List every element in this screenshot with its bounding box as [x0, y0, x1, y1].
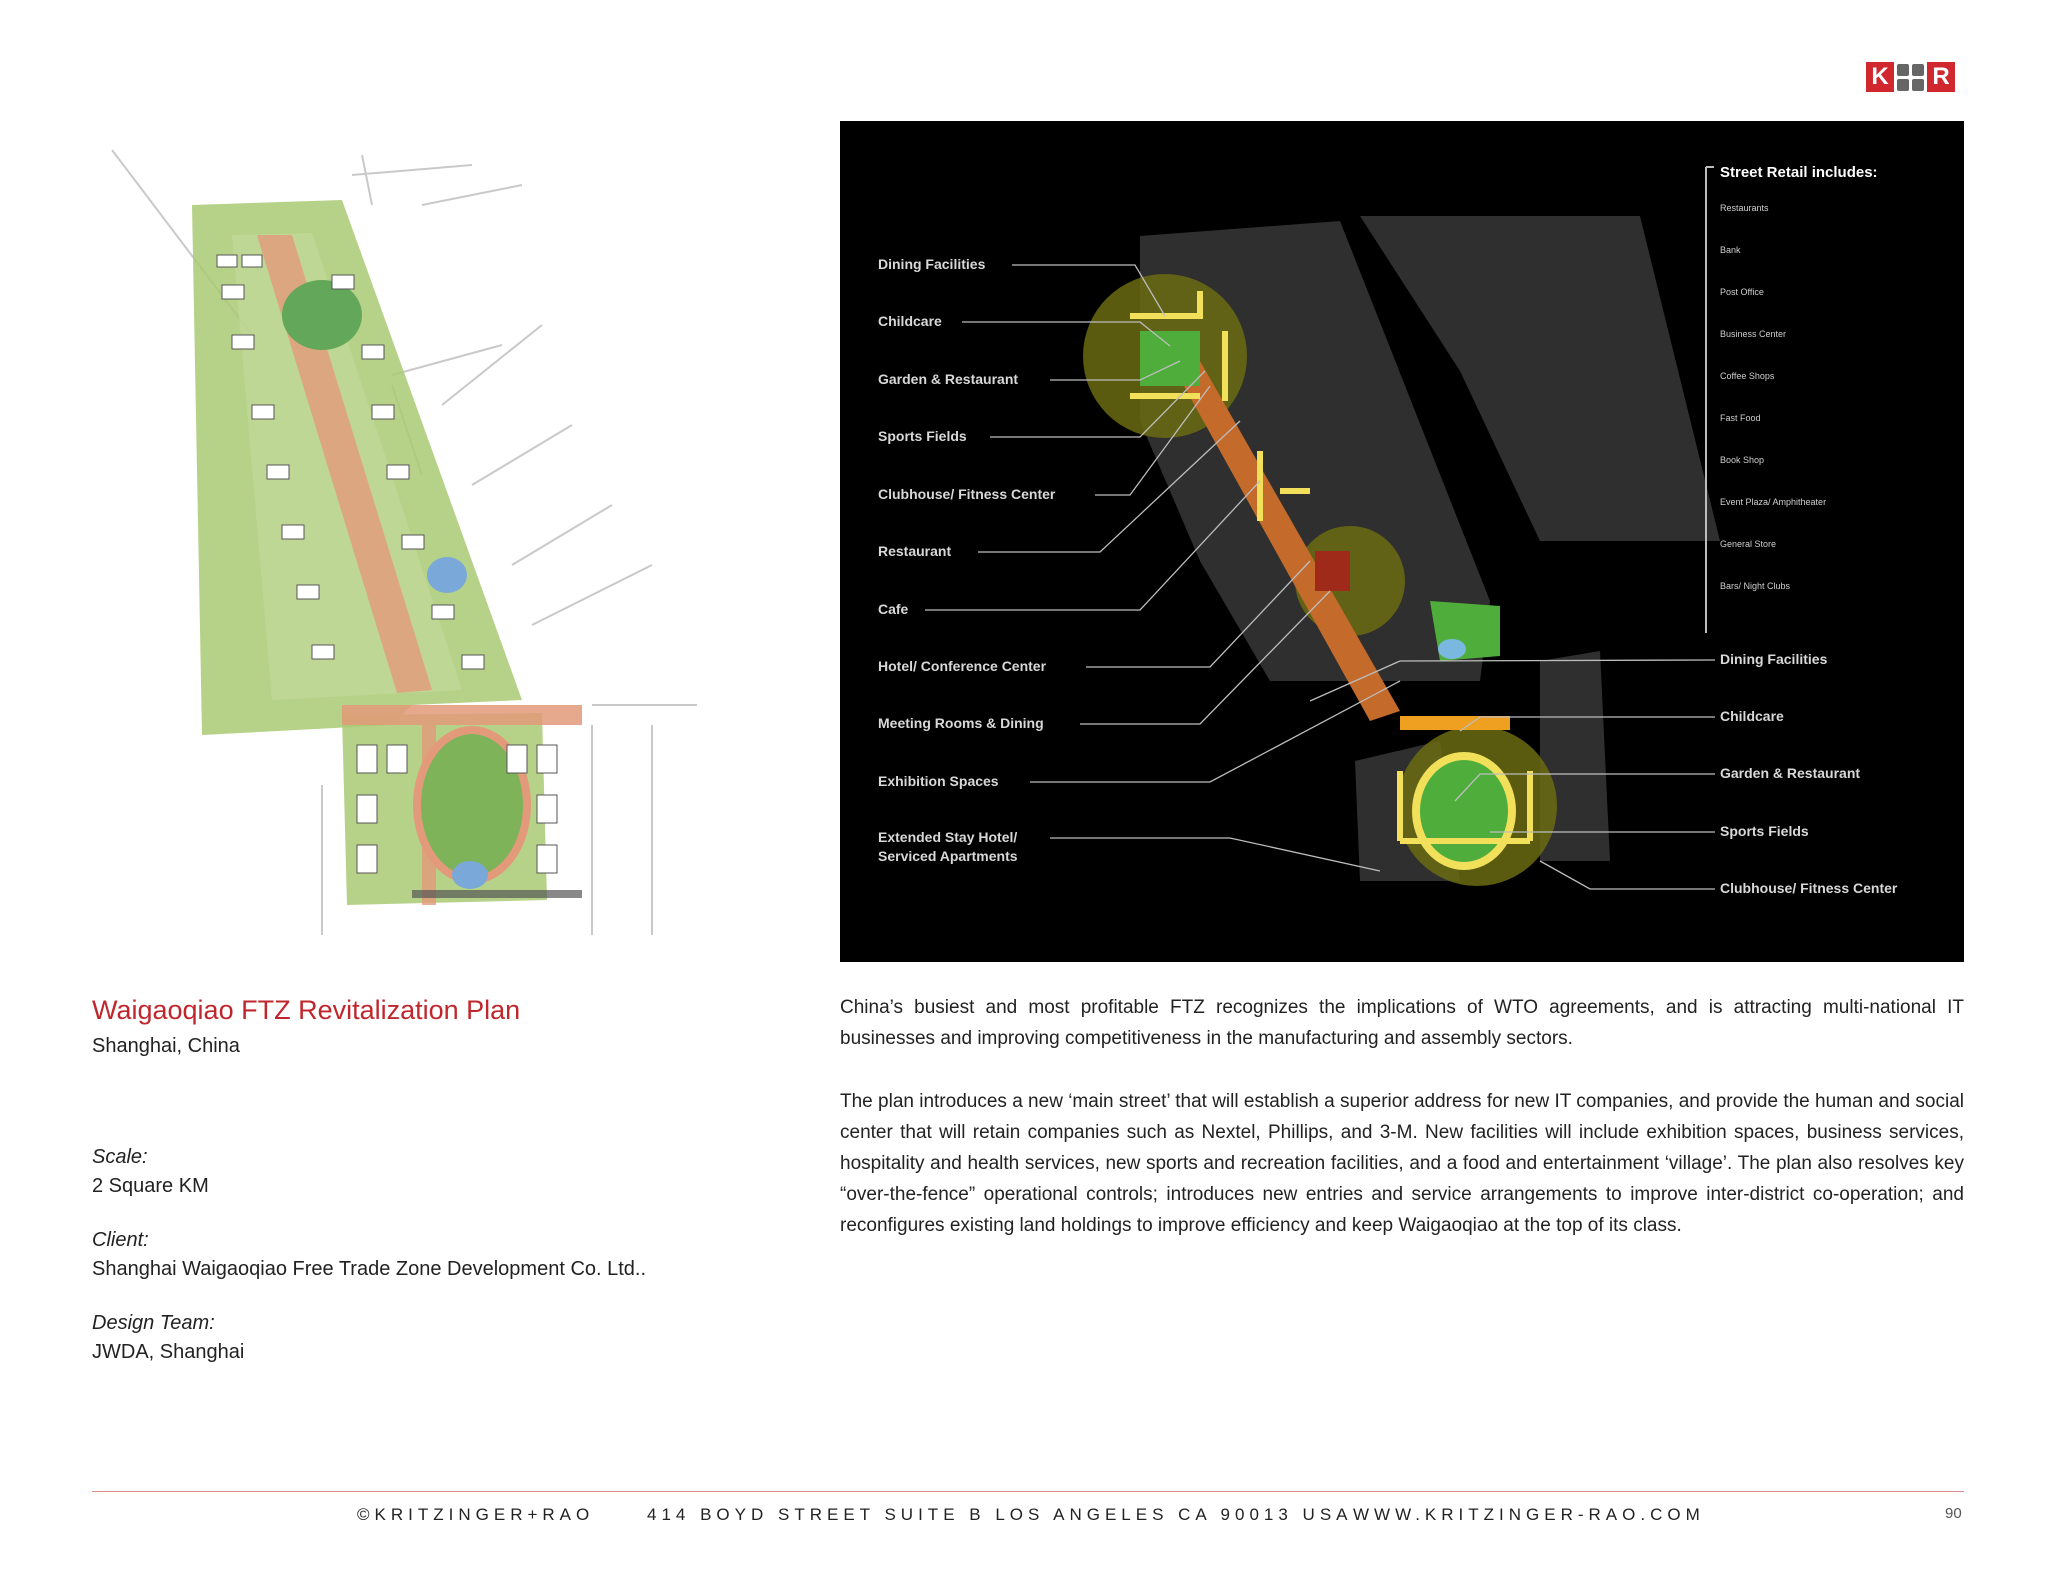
footer-address: 414 BOYD STREET SUITE B LOS ANGELES CA 90013 USA — [647, 1505, 1353, 1524]
diagram-label-right: Sports Fields — [1720, 823, 1809, 839]
logo-letter-k: K — [1866, 62, 1894, 92]
facilities-diagram — [840, 121, 1964, 962]
retail-item: Bank — [1720, 245, 1741, 255]
project-title: Waigaoqiao FTZ Revitalization Plan — [92, 995, 521, 1025]
project-location: Shanghai, China — [92, 1035, 240, 1057]
retail-item: Fast Food — [1720, 413, 1761, 423]
diagram-label-right: Childcare — [1720, 708, 1784, 724]
diagram-label-left: Sports Fields — [878, 428, 967, 444]
diagram-label-right: Dining Facilities — [1720, 651, 1828, 667]
design-team-label: Design Team: — [92, 1312, 215, 1334]
diagram-label-right: Clubhouse/ Fitness Center — [1720, 880, 1898, 896]
diagram-label-left: Hotel/ Conference Center — [878, 658, 1047, 674]
retail-item: Book Shop — [1720, 455, 1765, 465]
diagram-label-right: Garden & Restaurant — [1720, 765, 1861, 781]
logo-letter-r: R — [1927, 62, 1955, 92]
diagram-label-left: Clubhouse/ Fitness Center — [878, 486, 1056, 502]
client-value: Shanghai Waigaoqiao Free Trade Zone Development Co. Ltd.. — [92, 1258, 647, 1280]
diagram-label-left: Exhibition Spaces — [878, 773, 999, 789]
scale-value: 2 Square KM — [92, 1175, 209, 1197]
kr-logo — [1866, 62, 1955, 92]
diagram-label-left: Serviced Apartments — [878, 848, 1018, 864]
retail-item: Bars/ Night Clubs — [1720, 581, 1791, 591]
site-plan-image — [92, 145, 702, 940]
retail-heading: Street Retail includes: — [1720, 164, 1878, 181]
diagram-label-left: Garden & Restaurant — [878, 371, 1019, 387]
design-team-value: JWDA, Shanghai — [92, 1341, 245, 1363]
footer-divider — [92, 1491, 1964, 1492]
footer-copyright: ©KRITZINGER+RAO — [357, 1505, 595, 1524]
diagram-label-left: Restaurant — [878, 543, 952, 559]
diagram-label-left: Meeting Rooms & Dining — [878, 715, 1044, 731]
retail-item: Coffee Shops — [1720, 371, 1775, 381]
description-paragraph-1: China’s busiest and most profitable FTZ recognizes the implications of WTO agreements, and is attracting multi-national IT businesses and improving competitiveness in the manufacturing and assembly sectors. — [840, 997, 1964, 1049]
scale-label: Scale: — [92, 1146, 148, 1168]
diagram-label-left: Extended Stay Hotel/ — [878, 829, 1018, 845]
client-label: Client: — [92, 1229, 149, 1251]
retail-item: General Store — [1720, 539, 1777, 549]
retail-item: Restaurants — [1720, 203, 1769, 213]
retail-item: Event Plaza/ Amphitheater — [1720, 497, 1827, 507]
logo-dots-icon — [1897, 64, 1924, 91]
diagram-label-left: Dining Facilities — [878, 256, 986, 272]
page-number: 90 — [1945, 1505, 1962, 1522]
description-paragraph-2: The plan introduces a new ‘main street’ that will establish a superior address for new IT companies, and provide the human and social center that will retain companies such as Nextel, Phillips, and 3-M. New facilities will include exhibition spaces, business services, hospitality and health services, new sports and recreation facilities, and a food and entertainment ‘village’. The plan also resolves key “over-the-fence” operational controls; introduces new entries and service arrangements to improve inter-district co-operation; and reconfigures existing land holdings to improve efficiency and keep Waigaoqiao at the top of its class. — [840, 1091, 1964, 1236]
diagram-label-left: Cafe — [878, 601, 909, 617]
retail-item: Post Office — [1720, 287, 1764, 297]
diagram-label-left: Childcare — [878, 313, 942, 329]
footer-website[interactable]: WWW.KRITZINGER-RAO.COM — [1353, 1505, 1705, 1524]
retail-item: Business Center — [1720, 329, 1787, 339]
